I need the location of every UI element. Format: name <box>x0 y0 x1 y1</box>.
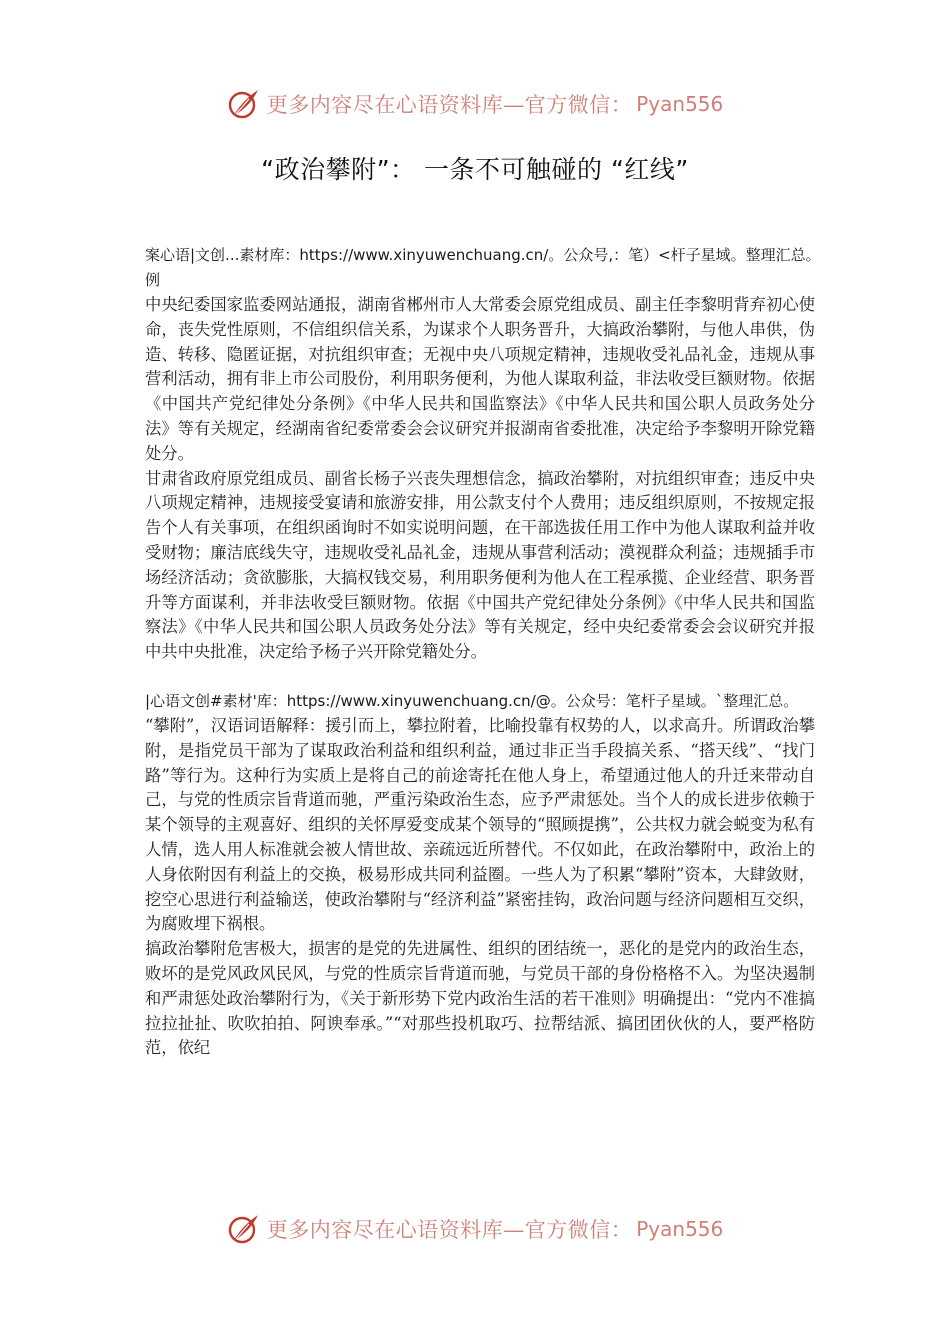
banner-text: 更多内容尽在心语资料库—官方微信： <box>266 1218 633 1242</box>
document-body <box>145 243 821 1061</box>
section <box>145 243 821 665</box>
section-spacer <box>145 665 815 689</box>
source-line: |心语文创#素材'库：https://www.xinyuwenchuang.cn/@。公众号：笔杆子星域。`整理汇总。 <box>145 691 799 710</box>
banner-wechat-id: Pyan556 <box>636 1217 724 1241</box>
paragraph: 搞政治攀附危害极大，损害的是党的先进属性、组织的团结统一，恶化的是党内的政治生态，败坏的是党风政风民风，与党的性质宗旨背道而驰，与党员干部的身份格格不入。为坚决遏制和严肃惩处政治攀附行为，《关于新形势下党内政治生活的若干准则》明确提出：“党内不准搞拉拉扯扯、吹吹拍拍、阿谀奉承。”“对那些投机取巧、拉帮结派、搞团团伙伙的人，要严格防范，依纪 <box>145 939 815 1058</box>
banner-text: 更多内容尽在心语资料库—官方微信： <box>266 93 633 117</box>
source-line: 案心语|文创...素材库：https://www.xinyuwenchuang.cn/。公众号,：笔）<杆子星域。整理汇总。例 <box>145 246 821 289</box>
banner-wechat-id: Pyan556 <box>636 92 724 116</box>
section <box>145 689 815 1061</box>
document-title: “政治攀附”： 一条不可触碰的 “红线” <box>261 155 689 184</box>
paragraph: 中央纪委国家监委网站通报，湖南省郴州市人大常委会原党组成员、副主任李黎明背弃初心使命，丧失党性原则，不信组织信关系，为谋求个人职务晋升，大搞政治攀附，与他人串供，伪造、转移、隐匿证据，对抗组织审查；无视中央八项规定精神，违规收受礼品礼金，违规从事营利活动，拥有非上市公司股份，利用职务便利，为他人谋取利益，非法收受巨额财物。依据《中国共产党纪律处分条例》《中华人民共和国监察法》《中华人民共和国公职人员政务处分法》等有关规定，经湖南省纪委常委会会议研究并报湖南省委批准，决定给予李黎明开除党籍处分。 <box>145 295 815 463</box>
quill-logo-icon <box>227 87 261 121</box>
header-watermark-banner <box>0 84 950 124</box>
quill-logo-icon <box>227 1212 261 1246</box>
paragraph: 甘肃省政府原党组成员、副省长杨子兴丧失理想信念，搞政治攀附，对抗组织审查；违反中央八项规定精神，违规接受宴请和旅游安排，用公款支付个人费用；违反组织原则，不按规定报告个人有关事项，在组织函询时不如实说明问题，在干部选拔任用工作中为他人谋取利益并收受财物；廉洁底线失守，违规收受礼品礼金，违规从事营利活动；漠视群众利益；违规插手市场经济活动；贪欲膨胀，大搞权钱交易，利用职务便利为他人在工程承揽、企业经营、职务晋升等方面谋利，并非法收受巨额财物。依据《中国共产党纪律处分条例》《中华人民共和国监察法》《中华人民共和国公职人员政务处分法》等有关规定，经中央纪委常委会会议研究并报中共中央批准，决定给予杨子兴开除党籍处分。 <box>145 468 815 662</box>
paragraph: “攀附”，汉语词语解释：援引而上，攀拉附着，比喻投靠有权势的人，以求高升。所谓政治攀附，是指党员干部为了谋取政治利益和组织利益，通过非正当手段搞关系、“搭天线”、“找门路”等行为。这种行为实质上是将自己的前途寄托在他人身上，希望通过他人的升迁来带动自己，与党的性质宗旨背道而驰，严重污染政治生态，应予严肃惩处。当个人的成长进步依赖于某个领导的主观喜好、组织的关怀厚爱变成某个领导的“照顾提携”，公共权力就会蜕变为私有人情，选人用人标准就会被人情世故、亲疏远近所替代。不仅如此，在政治攀附中，政治上的人身依附因有利益上的交换，极易形成共同利益圈。一些人为了积累“攀附”资本，大肆敛财，挖空心思进行利益输送，使政治攀附与“经济利益”紧密挂钩，政治问题与经济问题相互交织，为腐败埋下祸根。 <box>145 715 815 934</box>
footer-watermark-banner <box>0 1209 950 1249</box>
